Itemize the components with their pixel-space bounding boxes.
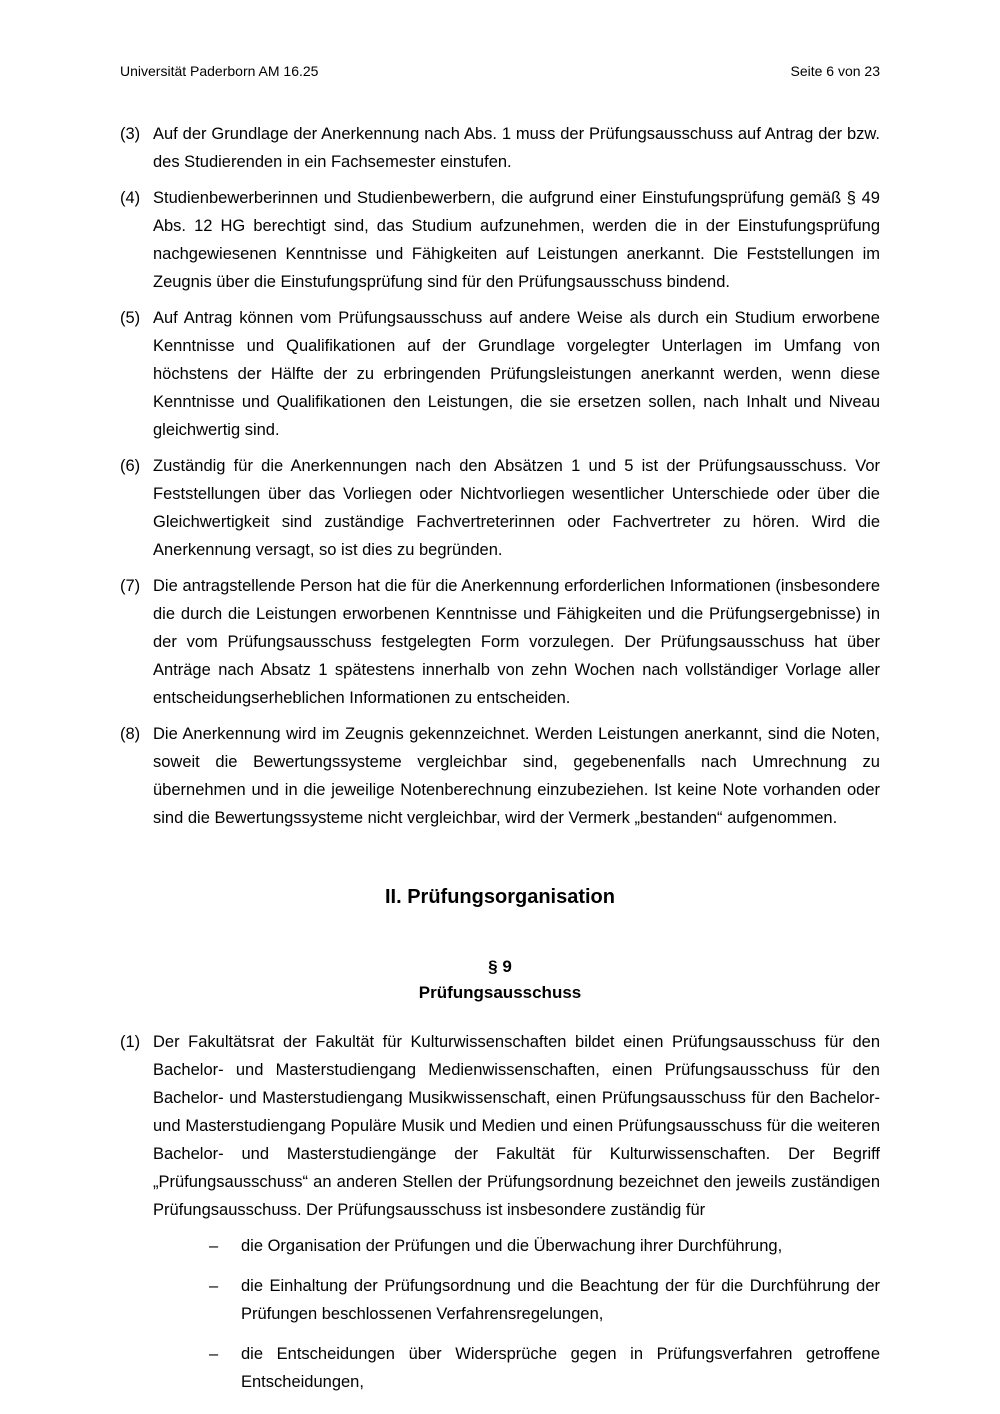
paragraph-text: Der Fakultätsrat der Fakultät für Kulturwissenschaften bildet einen Prüfungsausschuss für den Bachelor- und Masterstudiengang Medienwissenschaften, einen Prüfungsausschuss für den Bachelor- und Masterstudiengang Musikwissenschaft, einen Prüfungsausschuss für den Bachelor- und Masterstudiengang Populäre Musik und Medien und einen Prüfungsausschuss für die weiteren Bachelor- und Masterstudiengänge der Fakultät für Kulturwissenschaften. Der Begriff „Prüfungsausschuss“ an anderen Stellen der Prüfungsordnung bezeichnet den jeweils zuständigen Prüfungsausschuss. Der Prüfungsausschuss ist insbesondere zuständig für [153, 1033, 880, 1219]
header-left: Universität Paderborn AM 16.25 [120, 63, 319, 79]
numbered-paragraph [120, 184, 880, 296]
section-heading: II. Prüfungsorganisation [384, 886, 615, 908]
dash-marker: – [209, 1345, 219, 1363]
dash-list-item [209, 1340, 880, 1396]
numbered-paragraph [120, 120, 880, 176]
paragraph-number: (1) [120, 1033, 141, 1051]
paragraph-number: (7) [120, 577, 141, 595]
numbered-paragraph [120, 720, 880, 832]
numbered-paragraph [120, 452, 880, 564]
dash-list-item [209, 1272, 880, 1328]
header-right-page-indicator: Seite 6 von 23 [790, 63, 880, 79]
numbered-paragraph [120, 304, 880, 444]
dash-list [120, 1232, 880, 1396]
paragraph-text: Die Anerkennung wird im Zeugnis gekennzeichnet. Werden Leistungen anerkannt, sind die Noten, soweit die Bewertungssysteme vergleichbar sind, gegebenenfalls nach Umrechnung zu übernehmen und in die jeweilige Notenberechnung einzubeziehen. Ist keine Note vorhanden oder sind die Bewertungssysteme nicht vergleichbar, wird der Vermerk „bestanden“ aufgenommen. [153, 725, 880, 827]
numbered-paragraph [120, 1028, 880, 1224]
paragraph-number: (8) [120, 725, 141, 743]
dash-item-text: die Einhaltung der Prüfungsordnung und die Beachtung der für die Durchführung der Prüfungen beschlossenen Verfahrensregelungen, [241, 1277, 880, 1323]
paragraph-text: Studienbewerberinnen und Studienbewerbern, die aufgrund einer Einstufungsprüfung gemäß § 49 Abs. 12 HG berechtigt sind, das Studium aufzunehmen, werden die in der Einstufungsprüfung nachgewiesenen Kenntnisse und Fähigkeiten auf Leistungen anerkannt. Die Feststellungen im Zeugnis über die Einstufungsprüfung sind für den Prüfungsausschuss bindend. [153, 189, 880, 291]
page-header [120, 62, 880, 80]
dash-list-item [209, 1232, 880, 1260]
section-paragraph-list [120, 1028, 880, 1224]
paragraph-mark: § 9 [488, 957, 512, 976]
dash-marker: – [209, 1277, 219, 1295]
paragraph-text: Die antragstellende Person hat die für die Anerkennung erforderlichen Informationen (insbesondere die durch die Leistungen erworbenen Kenntnisse und Fähigkeiten und die Prüfungsergebnisse) in der vom Prüfungsausschuss festgelegten Form vorzulegen. Der Prüfungsausschuss hat über Anträge nach Absatz 1 spätestens innerhalb von zehn Wochen nach vollständiger Vorlage aller entscheidungserheblichen Informationen zu entscheiden. [153, 577, 880, 707]
paragraph-number: (3) [120, 125, 141, 143]
paragraph-text: Auf der Grundlage der Anerkennung nach Abs. 1 muss der Prüfungsausschuss auf Antrag der bzw. des Studierenden in ein Fachsemester einstufen. [153, 125, 880, 171]
dash-item-text: die Organisation der Prüfungen und die Überwachung ihrer Durchführung, [241, 1237, 783, 1255]
paragraph-number: (6) [120, 457, 141, 475]
dash-marker: – [209, 1237, 219, 1255]
numbered-paragraph [120, 572, 880, 712]
numbered-paragraph-list [120, 120, 880, 832]
paragraph-text: Zuständig für die Anerkennungen nach den Absätzen 1 und 5 ist der Prüfungsausschuss. Vor Feststellungen über das Vorliegen oder Nichtvorliegen wesentlicher Unterschiede oder über die Gleichwertigkeit sind zuständige Fachvertreterinnen oder Fachvertreter zu hören. Wird die Anerkennung versagt, so ist dies zu begründen. [153, 457, 880, 559]
dash-item-text: die Entscheidungen über Widersprüche gegen in Prüfungsverfahren getroffene Entscheidungen, [241, 1345, 880, 1391]
paragraph-number: (4) [120, 189, 141, 207]
paragraph-title: Prüfungsausschuss [418, 983, 582, 1002]
paragraph-number: (5) [120, 309, 141, 327]
paragraph-text: Auf Antrag können vom Prüfungsausschuss auf andere Weise als durch ein Studium erworbene Kenntnisse und Qualifikationen auf der Grundlage vorgelegter Unterlagen im Umfang von höchstens der Hälfte der zu erbringenden Prüfungsleistungen anerkannt werden, wenn diese Kenntnisse und Qualifikationen den Leistungen, die sie ersetzen sollen, nach Inhalt und Niveau gleichwertig sind. [153, 309, 880, 439]
